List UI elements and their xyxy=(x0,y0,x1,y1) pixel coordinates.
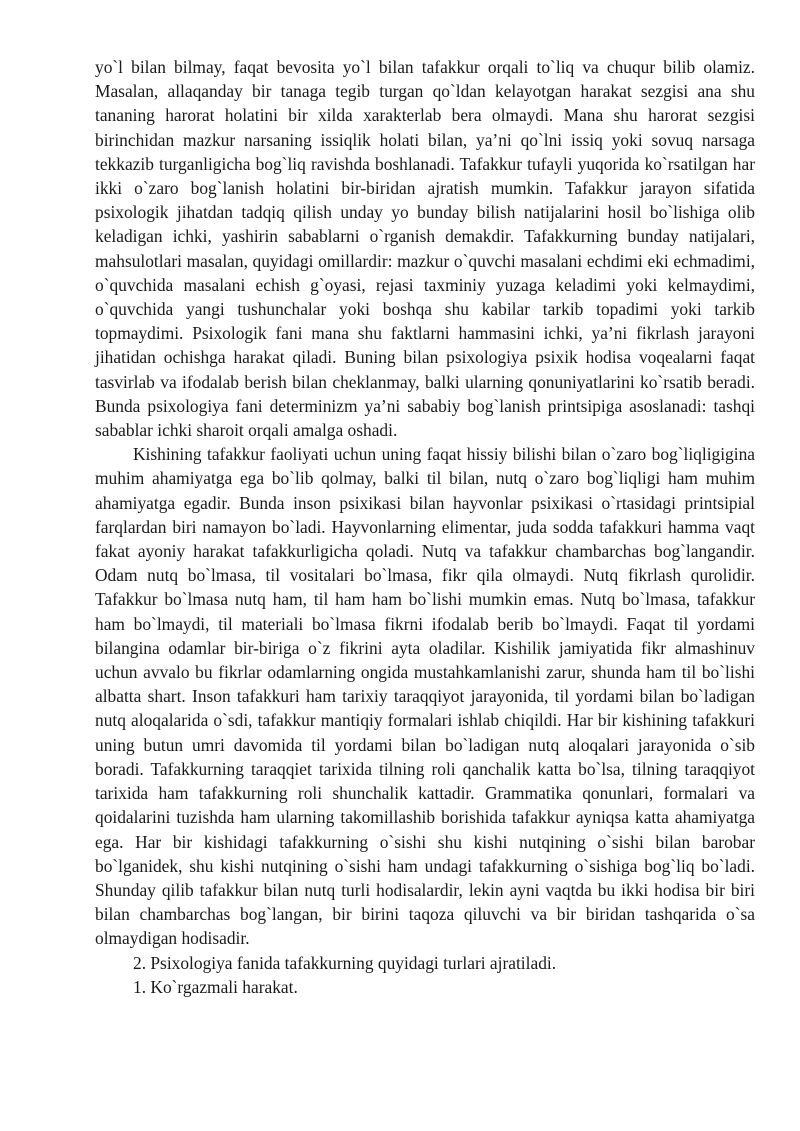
list-line-1: 2. Psixologiya fanida tafakkurning quyidagi turlari ajratiladi. xyxy=(133,952,557,973)
paragraph-2: Kishining tafakkur faoliyati uchun uning faqat hissiy bilishi bilan o`zaro bog`liqligigina muhim ahamiyatga ega bo`lib qolmay, balki til bilan, nutq o`zaro bog`liqligi ham muhim ahamiyatga egadir. Bunda inson psixikasi bilan hayvonlar psixikasi o`rtasidagi printsipial farqlardan biri namayon bo`ladi. Hayvonlarning elimentar, juda sodda tafakkuri hamma vaqt fakat ayoniy harakat tafakkurligicha qoladi. Nutq va tafakkur chambarchas bog`langandir. Odam nutq bo`lmasa, til vositalari bo`lmasa, fikr qila olmaydi. Nutq fikrlash qurolidir. Tafakkur bo`lmasa nutq ham, til ham ham bo`lishi mumkin emas. Nutq bo`lmasa, tafakkur ham bo`lmaydi, til materiali bo`lmasa fikrni ifodalab berib bo`lmaydi. Faqat til yordami bilangina odamlar bir-biriga o`z fikrini ayta oladilar. Kishilik jamiyatida fikr almashinuv uchun avvalo bu fikrlar odamlarning ongida mustahkamlanishi zarur, shunda ham til bo`lishi albatta shart. Inson tafakkuri ham tarixiy taraqqiyot jarayonida, til yordami bilan bo`ladigan nutq aloqalarida o`sdi, tafakkur mantiqiy formalari ishlab chiqildi. Har bir kishining tafakkuri uning butun umri davomida til yordami bilan bo`ladigan nutq aloqalari jarayonida o`sib boradi. Tafakkurning taraqqiet tarixida tilning roli qanchalik katta bo`lsa, tilning taraqqiyot tarixida ham tafakkurning roli shunchalik kattadir. Grammatika qonunlari, formalari va qoidalarini tuzishda ham ularning takomillashib borishida tafakkur ayniqsa katta ahamiyatga ega. Har bir kishidagi tafakkurning o`sishi shu kishi nutqining o`sishi bilan barobar bo`lganidek, shu kishi nutqining o`sishi ham undagi tafakkurning o`sishiga bog`liq bo`ladi. Shunday qilib tafakkur bilan nutq turli hodisalardir, lekin ayni vaqtda bu ikki hodisa bir biri bilan chambarchas bog`langan, bir birini taqoza qiluvchi va bir biridan tashqarida o`sa olmaydigan hodisadir. xyxy=(95,444,755,949)
list-line-2: 1. Ko`rgazmali harakat. xyxy=(133,976,298,997)
paragraph-1: yo`l bilan bilmay, faqat bevosita yo`l bilan tafakkur orqali to`liq va chuqur bilib olamiz. Masalan, allaqanday bir tanaga tegib turgan qo`ldan kelayotgan harakat sezgisi ana shu tananing harorat holatini bir xilda xarakterlab bera olmaydi. Mana shu harorat sezgisi birinchidan mazkur narsaning issiqlik holati bilan, ya’ni qo`lni issiq yoki sovuq narsaga tekkazib turganligicha bog`liq ravishda boshlanadi. Tafakkur tufayli yuqorida ko`rsatilgan har ikki o`zaro bog`lanish holatini bir-biridan ajratish mumkin. Tafakkur jarayon sifatida psixologik jihatdan tadqiq qilish unday yo bunday bilish natijalarini hosil bo`lishiga olib keladigan ichki, yashirin sabablarni o`rganish demakdir. Tafakkurning bunday natijalari, mahsulotlari masalan, quyidagi omillardir: mazkur o`quvchi masalani echdimi eki echmadimi, o`quvchida masalani echish g`oyasi, rejasi taxminiy yuzaga keladimi yoki kelmaydimi, o`quvchida yangi tushunchalar yoki boshqa shu kabilar tarkib topadimi yoki tarkib topmaydimi. Psixologik fani mana shu faktlarni hammasini ichki, ya’ni fikrlash jarayoni jihatidan ochishga harakat qiladi. Buning bilan psixologiya psixik hodisa voqealarni faqat tasvirlab va ifodalab berish bilan cheklanmay, balki ularning qonuniyatlarini ko`rsatib beradi. Bunda psixologiya fani determinizm ya’ni sababiy bog`lanish printsipiga asoslanadi: tashqi sabablar ichki sharoit orqali amalga oshadi. xyxy=(95,57,755,441)
document-page xyxy=(95,55,755,999)
